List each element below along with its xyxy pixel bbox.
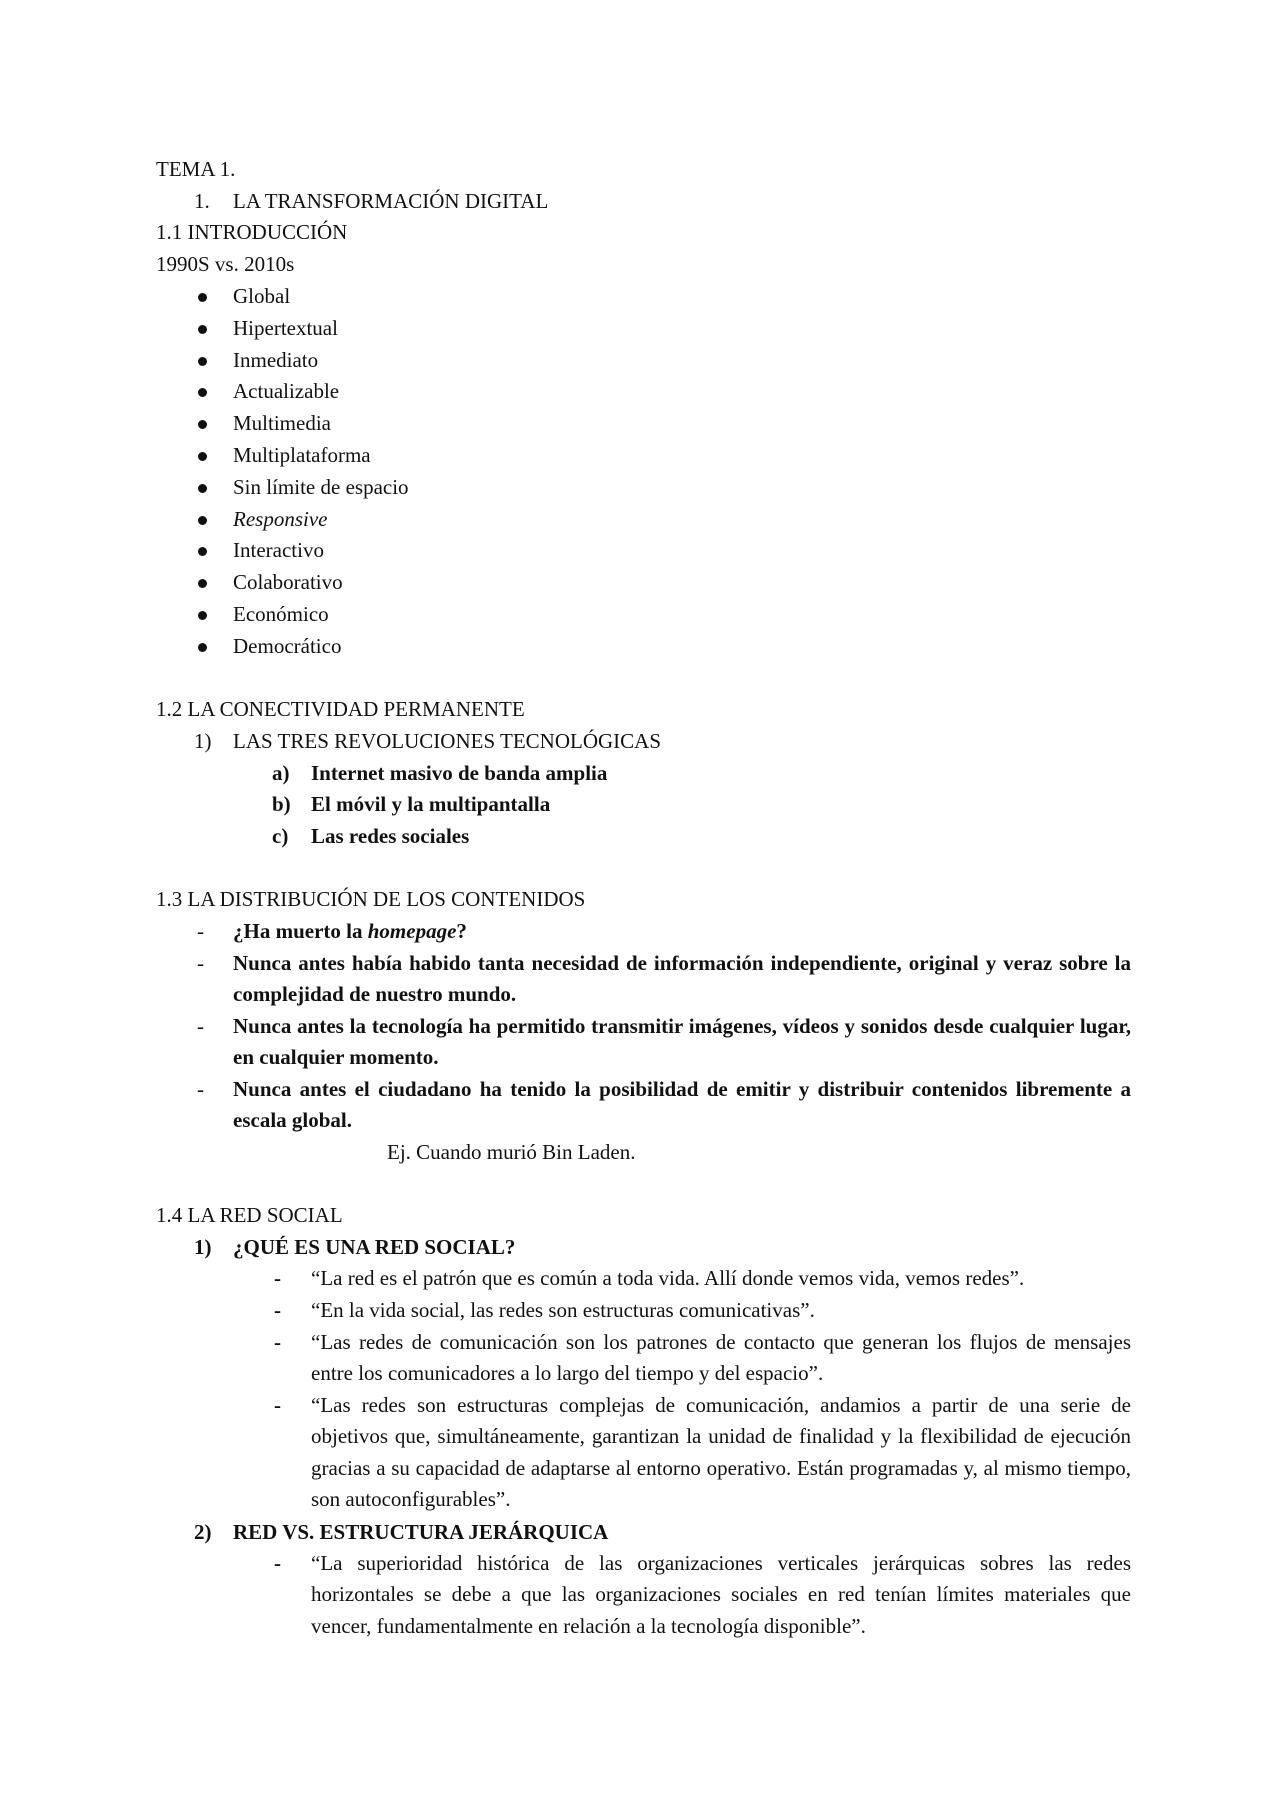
dash-marker: -	[274, 1266, 281, 1290]
list-item: Inmediato	[233, 348, 319, 372]
quote: “La superioridad histórica de las organizaciones verticales jerárquicas sobres las redes horizontales se debe a que las organizaciones sociales en red tenían límites materiales que vencer, fundamentalmente en relación a la tecnología disponible”.	[311, 1551, 1131, 1638]
subitem-text: Internet masivo de banda amplia	[311, 761, 608, 785]
item-number: 2)	[194, 1520, 212, 1544]
bullet-icon	[198, 420, 207, 429]
section-1-4-heading: 1.4 LA RED SOCIAL	[156, 1203, 343, 1227]
bullet-icon	[198, 516, 207, 525]
distribution-point: Nunca antes había habido tanta necesidad de información independiente, original y veraz sobre la complejidad de nuestro mundo.	[233, 951, 1131, 1007]
dash-marker: -	[197, 919, 204, 943]
chapter-title: LA TRANSFORMACIÓN DIGITAL	[233, 189, 549, 213]
bullet-icon	[198, 547, 207, 556]
dash-marker: -	[274, 1393, 281, 1417]
list-item: Multimedia	[233, 411, 331, 435]
subitem-label: b)	[272, 792, 291, 816]
quote: “En la vida social, las redes son estructuras comunicativas”.	[311, 1298, 815, 1322]
dash-marker: -	[274, 1298, 281, 1322]
example-note: Ej. Cuando murió Bin Laden.	[387, 1140, 636, 1164]
item-number: 1)	[194, 729, 212, 753]
dash-marker: -	[197, 1077, 204, 1101]
distribution-point: Nunca antes la tecnología ha permitido transmitir imágenes, vídeos y sonidos desde cualquier lugar, en cualquier momento.	[233, 1014, 1131, 1070]
bullet-icon	[198, 643, 207, 652]
red-vs-jerarquica-title: RED VS. ESTRUCTURA JERÁRQUICA	[233, 1520, 609, 1544]
list-item: Colaborativo	[233, 570, 343, 594]
list-item: Hipertextual	[233, 316, 338, 340]
list-item: Económico	[233, 602, 329, 626]
bullet-icon	[198, 579, 207, 588]
list-item: Democrático	[233, 634, 342, 658]
list-item: Sin límite de espacio	[233, 475, 409, 499]
quote: “Las redes de comunicación son los patrones de contacto que generan los flujos de mensajes entre los comunicadores a lo largo del tiempo y del espacio”.	[311, 1330, 1131, 1386]
dash-marker: -	[197, 951, 204, 975]
quote: “Las redes son estructuras complejas de comunicación, andamios a partir de una serie de objetivos que, simultáneamente, garantizan la unidad de finalidad y la flexibilidad de ejecución gracias a su capacidad de adaptarse al entorno operativo. Están programadas y, al mismo tiempo, son autoconfigurables”.	[311, 1393, 1131, 1511]
subitem-text: Las redes sociales	[311, 824, 470, 848]
section-1-1-heading: 1.1 INTRODUCCIÓN	[156, 220, 348, 244]
bullet-icon	[198, 325, 207, 334]
bullet-icon	[198, 452, 207, 461]
section-1-3-heading: 1.3 LA DISTRIBUCIÓN DE LOS CONTENIDOS	[156, 887, 586, 911]
section-1-2-heading: 1.2 LA CONECTIVIDAD PERMANENTE	[156, 697, 525, 721]
bullet-icon	[198, 611, 207, 620]
subitem-label: a)	[272, 761, 290, 785]
bullet-icon	[198, 484, 207, 493]
item-number: 1)	[194, 1235, 212, 1259]
dash-marker: -	[274, 1551, 281, 1575]
dash-marker: -	[274, 1330, 281, 1354]
homepage-question: ¿Ha muerto la homepage?	[233, 919, 467, 943]
bullet-icon	[198, 293, 207, 302]
subitem-label: c)	[272, 824, 289, 848]
subitem-text: El móvil y la multipantalla	[311, 792, 551, 816]
dash-marker: -	[197, 1014, 204, 1038]
tema-label: TEMA 1.	[156, 157, 236, 181]
bullet-icon	[198, 388, 207, 397]
bullet-icon	[198, 357, 207, 366]
list-item: Interactivo	[233, 538, 324, 562]
list-item: Global	[233, 284, 291, 308]
quote: “La red es el patrón que es común a toda vida. Allí donde vemos vida, vemos redes”.	[311, 1266, 1025, 1290]
list-item: Responsive	[233, 507, 328, 531]
list-item: Actualizable	[233, 379, 340, 403]
distribution-point: Nunca antes el ciudadano ha tenido la posibilidad de emitir y distribuir contenidos libremente a escala global.	[233, 1077, 1131, 1133]
section-1-1-subtitle: 1990S vs. 2010s	[156, 252, 295, 276]
chapter-number: 1.	[194, 189, 210, 213]
red-social-question: ¿QUÉ ES UNA RED SOCIAL?	[233, 1235, 516, 1259]
list-item: Multiplataforma	[233, 443, 371, 467]
revolutions-title: LAS TRES REVOLUCIONES TECNOLÓGICAS	[233, 729, 661, 753]
